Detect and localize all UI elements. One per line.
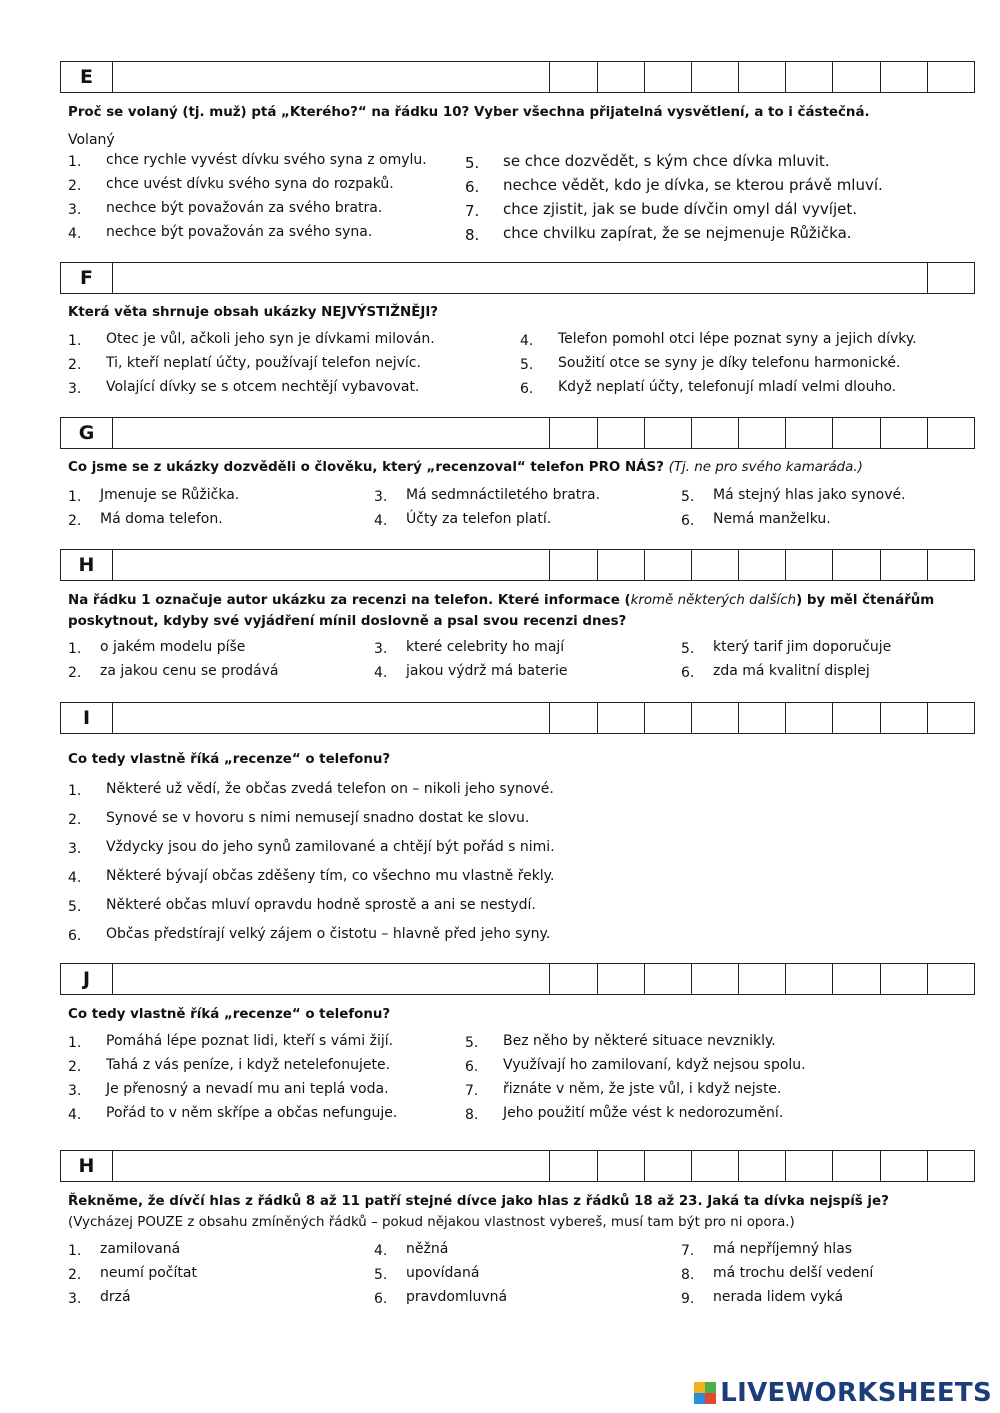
- answer-box[interactable]: [880, 1151, 927, 1181]
- answer-box[interactable]: [785, 550, 832, 580]
- answer-box[interactable]: [644, 418, 691, 448]
- answer-box[interactable]: [644, 1151, 691, 1181]
- answer-box[interactable]: [549, 62, 596, 92]
- answer-box[interactable]: [927, 703, 974, 733]
- answer-header: [60, 702, 975, 734]
- answer-box[interactable]: [738, 964, 785, 994]
- section-letter: J: [61, 964, 113, 994]
- answer-box[interactable]: [832, 62, 879, 92]
- answer-box[interactable]: [832, 418, 879, 448]
- answer-boxes[interactable]: [549, 62, 974, 92]
- answer-box[interactable]: [597, 550, 644, 580]
- answer-box[interactable]: [549, 964, 596, 994]
- answer-box[interactable]: [927, 418, 974, 448]
- answer-box[interactable]: [597, 964, 644, 994]
- answer-boxes[interactable]: [549, 550, 974, 580]
- answer-box[interactable]: [691, 1151, 738, 1181]
- answer-box[interactable]: [597, 62, 644, 92]
- answer-boxes[interactable]: [549, 703, 974, 733]
- liveworksheets-logo: [694, 1378, 992, 1408]
- answer-box[interactable]: [880, 964, 927, 994]
- answer-box[interactable]: [880, 62, 927, 92]
- answer-box[interactable]: [738, 418, 785, 448]
- section-letter: E: [61, 62, 113, 92]
- answer-box[interactable]: [691, 62, 738, 92]
- answer-box[interactable]: [927, 1151, 974, 1181]
- answer-header: [60, 549, 975, 581]
- answer-box[interactable]: [644, 550, 691, 580]
- answer-box[interactable]: [738, 703, 785, 733]
- section-letter: G: [61, 418, 113, 448]
- answer-box[interactable]: [785, 703, 832, 733]
- answer-box[interactable]: [644, 703, 691, 733]
- answer-boxes[interactable]: [927, 263, 974, 293]
- answer-box[interactable]: [880, 550, 927, 580]
- answer-box[interactable]: [738, 550, 785, 580]
- answer-box[interactable]: [880, 418, 927, 448]
- section-letter: F: [61, 263, 113, 293]
- answer-box[interactable]: [597, 418, 644, 448]
- answer-box[interactable]: [927, 263, 974, 293]
- answer-box[interactable]: [549, 1151, 596, 1181]
- answer-box[interactable]: [785, 418, 832, 448]
- answer-box[interactable]: [927, 62, 974, 92]
- answer-box[interactable]: [691, 703, 738, 733]
- answer-box[interactable]: [644, 964, 691, 994]
- section-letter: I: [61, 703, 113, 733]
- answer-box[interactable]: [691, 964, 738, 994]
- question-text: Co jsme se z ukázky dozvěděli o člověku, který „recenzoval“ telefon PRO NÁS? (Tj. ne pro svého kamaráda.): [68, 460, 863, 475]
- answer-box[interactable]: [691, 418, 738, 448]
- answer-box[interactable]: [832, 964, 879, 994]
- answer-box[interactable]: [785, 964, 832, 994]
- question-note: (Tj. ne pro svého kamaráda.): [668, 460, 863, 475]
- answer-box[interactable]: [549, 550, 596, 580]
- answer-box[interactable]: [597, 1151, 644, 1181]
- section-letter: H: [61, 1151, 113, 1181]
- question-text: Co tedy vlastně říká „recenze“ o telefonu?: [68, 1007, 391, 1022]
- answer-boxes[interactable]: [549, 964, 974, 994]
- answer-header: [60, 61, 975, 93]
- answer-header: [60, 417, 975, 449]
- answer-boxes[interactable]: [549, 1151, 974, 1181]
- answer-header: [60, 1150, 975, 1182]
- logo-mark-icon: [694, 1382, 716, 1404]
- answer-box[interactable]: [597, 703, 644, 733]
- answer-box[interactable]: [880, 703, 927, 733]
- answer-box[interactable]: [644, 62, 691, 92]
- answer-box[interactable]: [927, 964, 974, 994]
- answer-box[interactable]: [738, 1151, 785, 1181]
- answer-box[interactable]: [832, 703, 879, 733]
- question-text: Řekněme, že dívčí hlas z řádků 8 až 11 patří stejné dívce jako hlas z řádků 18 až 23. Jaká ta dívka nejspíš je? (Vycházej POUZE z obsahu zmíněných řádků – pokud nějakou vlastnost vybereš, musí tam být pro ni opora.): [68, 1194, 889, 1230]
- answer-box[interactable]: [549, 418, 596, 448]
- answer-box[interactable]: [927, 550, 974, 580]
- question-text: Co tedy vlastně říká „recenze“ o telefonu?: [68, 752, 391, 767]
- answer-box[interactable]: [738, 62, 785, 92]
- question-text: Proč se volaný (tj. muž) ptá „Kterého?“ na řádku 10? Vyber všechna přijatelná vysvětlení, a to i částečná.: [68, 105, 870, 120]
- answer-boxes[interactable]: [549, 418, 974, 448]
- question-text: Na řádku 1 označuje autor ukázku za recenzi na telefon. Které informace (kromě některých dalších) by měl čtenářům poskytnout, kdyby své vyjádření mínil doslovně a psal svou recenzi dnes?: [68, 593, 935, 629]
- logo-text: LIVEWORKSHEETS: [720, 1378, 992, 1408]
- answer-header: [60, 262, 975, 294]
- answer-box[interactable]: [691, 550, 738, 580]
- section-letter: H: [61, 550, 113, 580]
- answer-box[interactable]: [549, 703, 596, 733]
- subtitle: Volaný: [68, 132, 115, 148]
- answer-box[interactable]: [785, 1151, 832, 1181]
- answer-box[interactable]: [832, 1151, 879, 1181]
- answer-header: [60, 963, 975, 995]
- question-note: (Vycházej POUZE z obsahu zmíněných řádků – pokud nějakou vlastnost vybereš, musí tam být pro ni opora.): [68, 1215, 795, 1230]
- question-text: Která věta shrnuje obsah ukázky NEJVÝSTIŽNĚJI?: [68, 305, 439, 320]
- answer-box[interactable]: [785, 62, 832, 92]
- answer-box[interactable]: [832, 550, 879, 580]
